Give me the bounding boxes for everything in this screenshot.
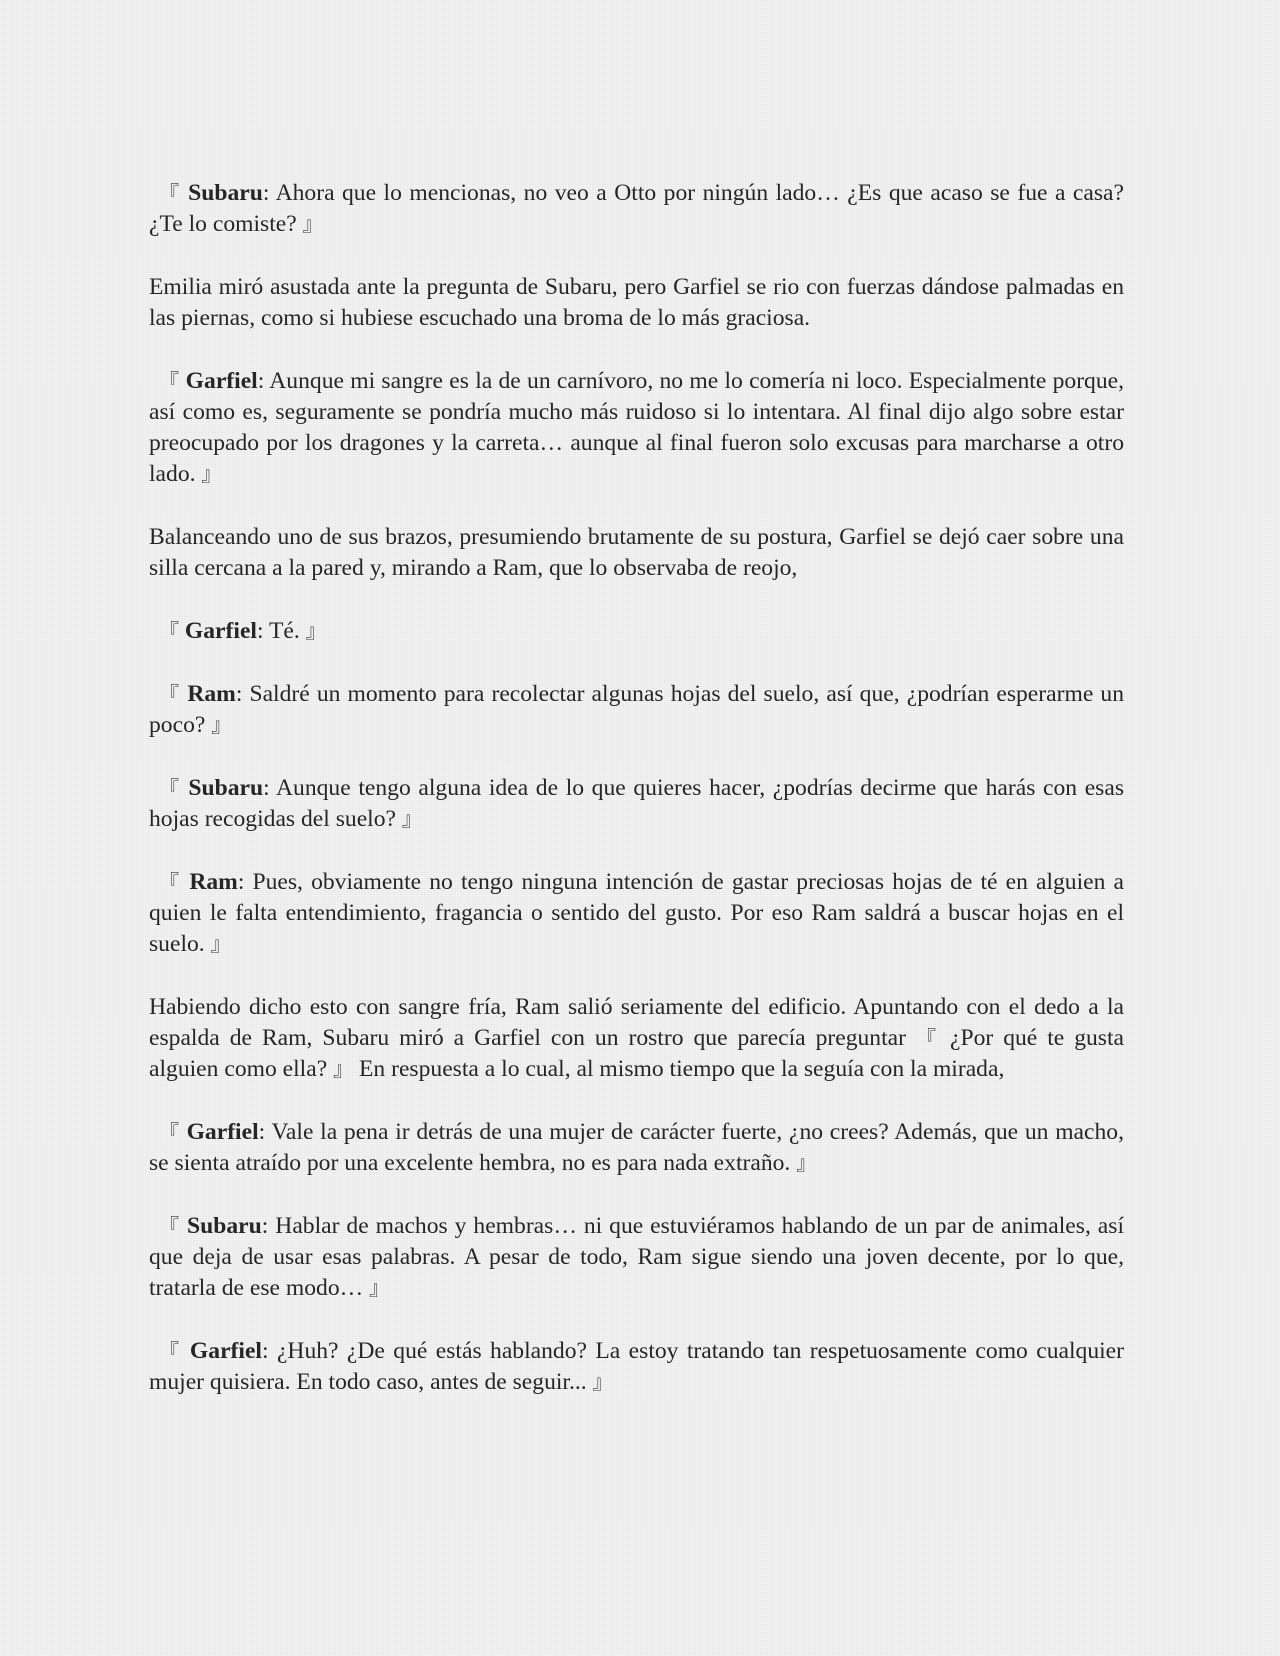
dialogue-paragraph bbox=[149, 1117, 1124, 1179]
narration-paragraph bbox=[149, 522, 1124, 584]
open-quote-bracket: 『 bbox=[159, 368, 180, 393]
speaker-name: Garfiel bbox=[185, 367, 258, 394]
speaker-name: Garfiel bbox=[189, 1337, 262, 1364]
close-quote-bracket: 』 bbox=[210, 931, 231, 956]
close-quote-bracket: 』 bbox=[211, 712, 232, 737]
open-quote-bracket: 『 bbox=[159, 181, 181, 205]
close-quote-bracket: 』 bbox=[305, 619, 326, 644]
inline-quote-text: ¿Por qué te gusta alguien como ella? bbox=[149, 1024, 1125, 1083]
speaker-name: Ram bbox=[187, 680, 236, 707]
open-quote-bracket: 『 bbox=[159, 775, 181, 800]
close-quote-bracket: 』 bbox=[592, 1369, 613, 1394]
open-quote-bracket: 『 bbox=[159, 1119, 180, 1144]
dialogue-paragraph bbox=[149, 867, 1124, 961]
speaker-name: Subaru bbox=[188, 774, 264, 801]
open-quote-bracket: 『 bbox=[915, 1025, 941, 1050]
narration-text: Emilia miró asustada ante la pregunta de Subaru, pero Garfiel se rio con fuerzas dándose palmadas en las piernas, como si hubiese escuchado una broma de lo más graciosa. bbox=[149, 273, 1124, 332]
dialogue-paragraph bbox=[149, 178, 1124, 240]
open-quote-bracket: 『 bbox=[159, 1213, 181, 1238]
close-quote-bracket: 』 bbox=[369, 1276, 390, 1301]
dialogue-text: : Aunque tengo alguna idea de lo que quieres hacer, ¿podrías decirme que harás con esas hojas recogidas del suelo? bbox=[149, 774, 1124, 832]
dialogue-text: : Té. bbox=[256, 618, 306, 645]
narration-text: En respuesta a lo cual, al mismo tiempo que la seguía con la mirada, bbox=[353, 1056, 1005, 1083]
narration-paragraph bbox=[149, 992, 1124, 1086]
close-quote-bracket: 』 bbox=[302, 212, 323, 237]
speaker-name: Ram bbox=[189, 868, 238, 895]
speaker-name: Garfiel bbox=[184, 618, 257, 645]
narration-text: Balanceando uno de sus brazos, presumiendo brutamente de su postura, Garfiel se dejó caer sobre una silla cercana a la pared y, mirando a Ram, que lo observaba de reojo, bbox=[149, 524, 1124, 582]
dialogue-text: : Pues, obviamente no tengo ninguna intención de gastar preciosas hojas de té en alguien a quien le falta entendimiento, fragancia o sentido del gusto. Por eso Ram saldrá a buscar hojas en el suelo. bbox=[149, 868, 1125, 957]
narration-text: Habiendo dicho esto con sangre fría, Ram salió seriamente del edificio. Apuntando con el dedo a la espalda de Ram, Subaru miró a Garfiel con un rostro que parecía preguntar bbox=[149, 993, 1124, 1051]
dialogue-paragraph bbox=[149, 1211, 1124, 1305]
close-quote-bracket: 』 bbox=[333, 1057, 354, 1082]
open-quote-bracket: 『 bbox=[159, 1338, 182, 1363]
dialogue-text: : Hablar de machos y hembras… ni que estuviéramos hablando de un par de animales, así que deja de usar esas palabras. A pesar de todo, Ram sigue siendo una joven decente, por lo que, tratarla de ese modo… bbox=[149, 1212, 1125, 1302]
document-body bbox=[149, 178, 1124, 1430]
dialogue-paragraph bbox=[149, 679, 1124, 741]
close-quote-bracket: 』 bbox=[401, 806, 422, 831]
dialogue-paragraph bbox=[149, 1336, 1124, 1398]
speaker-name: Subaru bbox=[187, 1212, 262, 1239]
open-quote-bracket: 『 bbox=[159, 681, 181, 706]
close-quote-bracket: 』 bbox=[201, 462, 222, 487]
close-quote-bracket: 』 bbox=[796, 1150, 817, 1175]
open-quote-bracket: 『 bbox=[159, 869, 182, 894]
dialogue-text: : Aunque mi sangre es la de un carnívoro, no me lo comería ni loco. Especialmente porque, así como es, seguramente se pondría mucho más ruidoso si lo intentara. Al final dijo algo sobre estar preocupado por los dragones y la carreta… aunque al final fueron solo excusas para marcharse a otro lado. bbox=[149, 367, 1125, 488]
narration-paragraph bbox=[149, 272, 1124, 334]
speaker-name: Subaru bbox=[188, 180, 263, 206]
dialogue-text: : ¿Huh? ¿De qué estás hablando? La estoy tratando tan respetuosamente como cualquier mujer quisiera. En todo caso, antes de seguir... bbox=[149, 1337, 1125, 1395]
dialogue-text: : Saldré un momento para recolectar algunas hojas del suelo, así que, ¿podrían esperarme un poco? bbox=[149, 680, 1124, 738]
dialogue-text: : Ahora que lo mencionas, no veo a Otto por ningún lado… ¿Es que acaso se fue a casa? ¿Te lo comiste? bbox=[149, 180, 1125, 238]
dialogue-text: : Vale la pena ir detrás de una mujer de carácter fuerte, ¿no crees? Además, que un macho, se sienta atraído por una excelente hembra, no es para nada extraño. bbox=[149, 1118, 1124, 1176]
open-quote-bracket: 『 bbox=[159, 619, 179, 644]
dialogue-paragraph bbox=[149, 773, 1124, 835]
dialogue-paragraph bbox=[149, 366, 1124, 491]
speaker-name: Garfiel bbox=[186, 1118, 259, 1145]
dialogue-paragraph bbox=[149, 616, 1124, 647]
